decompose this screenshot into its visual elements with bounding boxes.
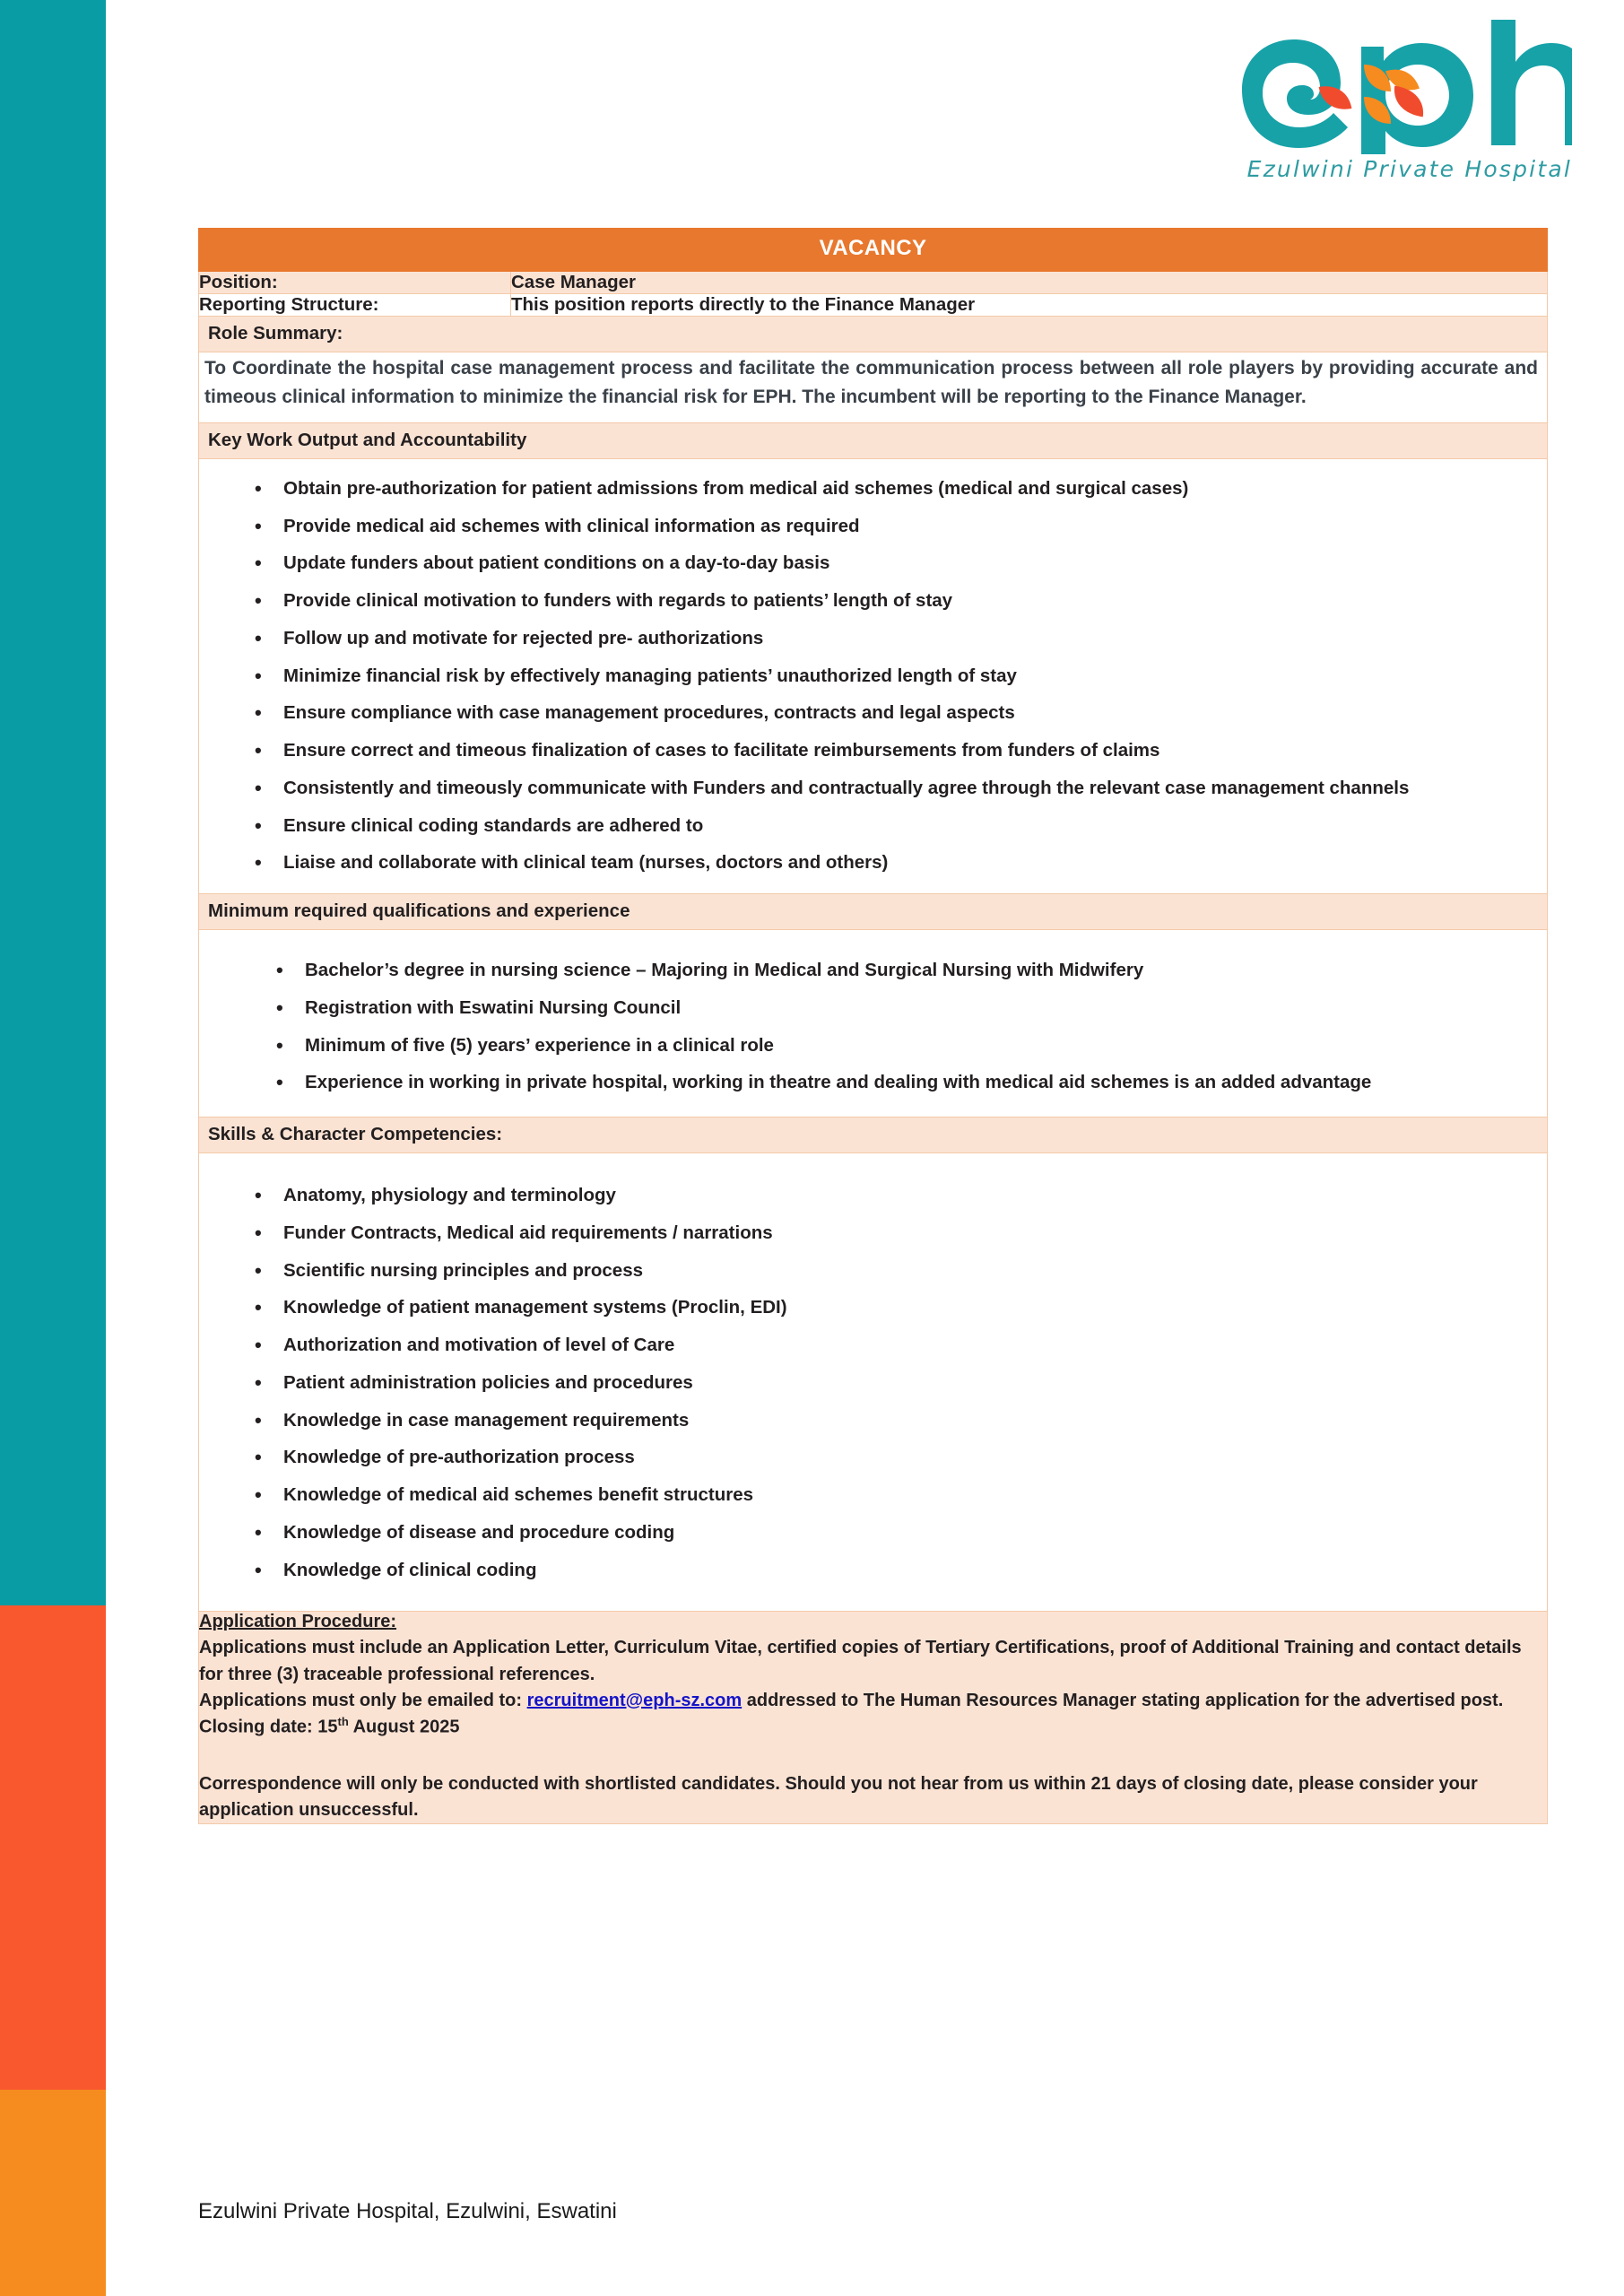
vacancy-banner-row	[199, 229, 1548, 272]
vacancy-banner: VACANCY	[199, 229, 1548, 272]
skills-body	[199, 1153, 1548, 1612]
role-summary-text: To Coordinate the hospital case management process and facilitate the communication process between all role players by providing accurate and timeous clinical information to minimize the financial risk for EPH. The incumbent will be reporting to the Finance Manager.	[204, 358, 1539, 407]
position-row	[199, 272, 1548, 294]
skills-body-row	[199, 1153, 1548, 1612]
application-email-middle: addressed to The Human Resources Manager stating application for the advertised post. Closing date: 15	[199, 1690, 1504, 1737]
list-item: • Knowledge in case management requirements	[255, 1407, 1547, 1435]
list-item: • Ensure clinical coding standards are adhered to	[255, 813, 1547, 840]
list-item: • Funder Contracts, Medical aid requirements / narrations	[255, 1220, 1547, 1248]
application-procedure-row	[199, 1612, 1548, 1824]
list-item: • Provide clinical motivation to funders with regards to patients’ length of stay	[255, 587, 1547, 615]
list-item: • Knowledge of patient management systems (Proclin, EDI)	[255, 1294, 1547, 1322]
closing-date-ordinal-suffix: th	[337, 1714, 349, 1728]
list-item: • Bachelor’s degree in nursing science – Majoring in Medical and Surgical Nursing with Midwifery	[276, 957, 1547, 985]
list-item: • Consistently and timeously communicate with Funders and contractually agree through the relevant case management channels	[255, 775, 1547, 803]
list-item: • Patient administration policies and procedures	[255, 1370, 1547, 1397]
recruitment-email-link[interactable]: recruitment@eph-sz.com	[526, 1690, 743, 1710]
reporting-structure-row	[199, 294, 1548, 317]
page-footer: Ezulwini Private Hospital, Ezulwini, Eswatini	[198, 2199, 617, 2223]
application-procedure-title: Application Procedure:	[199, 1612, 397, 1632]
key-work-list	[199, 475, 1547, 877]
key-work-body-row	[199, 458, 1548, 893]
sidebar-segment-orange	[0, 2090, 106, 2296]
list-item: • Knowledge of pre-authorization process	[255, 1444, 1547, 1472]
qualifications-body-row	[199, 930, 1548, 1118]
list-item: • Provide medical aid schemes with clinical information as required	[255, 513, 1547, 541]
list-item: • Update funders about patient conditions on a day-to-day basis	[255, 550, 1547, 578]
list-item: • Follow up and motivate for rejected pre- authorizations	[255, 625, 1547, 653]
list-item: • Knowledge of disease and procedure coding	[255, 1519, 1547, 1547]
list-item: • Scientific nursing principles and process	[255, 1257, 1547, 1285]
list-item: • Obtain pre-authorization for patient admissions from medical aid schemes (medical and surgical cases)	[255, 475, 1547, 503]
qualifications-list	[199, 957, 1547, 1097]
list-item: • Authorization and motivation of level of Care	[255, 1332, 1547, 1360]
role-summary-body	[199, 352, 1548, 423]
application-para-email	[199, 1688, 1547, 1741]
qualifications-body	[199, 930, 1548, 1118]
qualifications-heading: Minimum required qualifications and experience	[199, 894, 1548, 930]
role-summary-heading-row	[199, 317, 1548, 352]
brand-logo	[1213, 20, 1572, 195]
list-item: • Registration with Eswatini Nursing Council	[276, 995, 1547, 1022]
sidebar-segment-teal	[0, 0, 106, 1605]
position-value: Case Manager	[511, 272, 1548, 294]
list-item: • Anatomy, physiology and terminology	[255, 1182, 1547, 1210]
skills-heading: Skills & Character Competencies:	[199, 1118, 1548, 1153]
position-label: Position:	[199, 272, 511, 294]
list-item: • Ensure correct and timeous finalization of cases to facilitate reimbursements from funders of claims	[255, 737, 1547, 765]
list-item: • Knowledge of clinical coding	[255, 1557, 1547, 1585]
logo-wordmark: Ezulwini Private Hospital	[1246, 156, 1572, 182]
application-para-correspondence: Correspondence will only be conducted with shortlisted candidates. Should you not hear from us within 21 days of closing date, please consider your application unsuccessful.	[199, 1773, 1478, 1820]
role-summary-heading: Role Summary:	[199, 317, 1548, 352]
application-email-prefix: Applications must only be emailed to:	[199, 1690, 527, 1710]
list-item: • Knowledge of medical aid schemes benefit structures	[255, 1482, 1547, 1509]
vacancy-table	[198, 228, 1548, 1824]
list-item: • Liaise and collaborate with clinical team (nurses, doctors and others)	[255, 849, 1547, 877]
list-item: • Minimum of five (5) years’ experience in a clinical role	[276, 1032, 1547, 1060]
application-procedure-body	[199, 1612, 1548, 1824]
qualifications-heading-row	[199, 894, 1548, 930]
left-color-bar	[0, 0, 106, 2296]
list-item: • Experience in working in private hospital, working in theatre and dealing with medical aid schemes is an added advantage	[276, 1069, 1547, 1097]
list-item: • Ensure compliance with case management procedures, contracts and legal aspects	[255, 700, 1547, 727]
application-para-requirements: Applications must include an Application Letter, Curriculum Vitae, certified copies of Tertiary Certifications, proof of Additional Training and contact details for three (3) traceable professional references.	[199, 1638, 1522, 1684]
key-work-body	[199, 458, 1548, 893]
role-summary-body-row	[199, 352, 1548, 423]
reporting-structure-value: This position reports directly to the Finance Manager	[511, 294, 1548, 317]
skills-heading-row	[199, 1118, 1548, 1153]
eph-logo-icon	[1213, 20, 1572, 154]
key-work-heading: Key Work Output and Accountability	[199, 422, 1548, 458]
closing-date-month-year: August 2025	[348, 1717, 460, 1737]
reporting-structure-label: Reporting Structure:	[199, 294, 511, 317]
sidebar-segment-red	[0, 1605, 106, 2090]
key-work-heading-row	[199, 422, 1548, 458]
list-item: • Minimize financial risk by effectively managing patients’ unauthorized length of stay	[255, 663, 1547, 691]
skills-list	[199, 1182, 1547, 1584]
